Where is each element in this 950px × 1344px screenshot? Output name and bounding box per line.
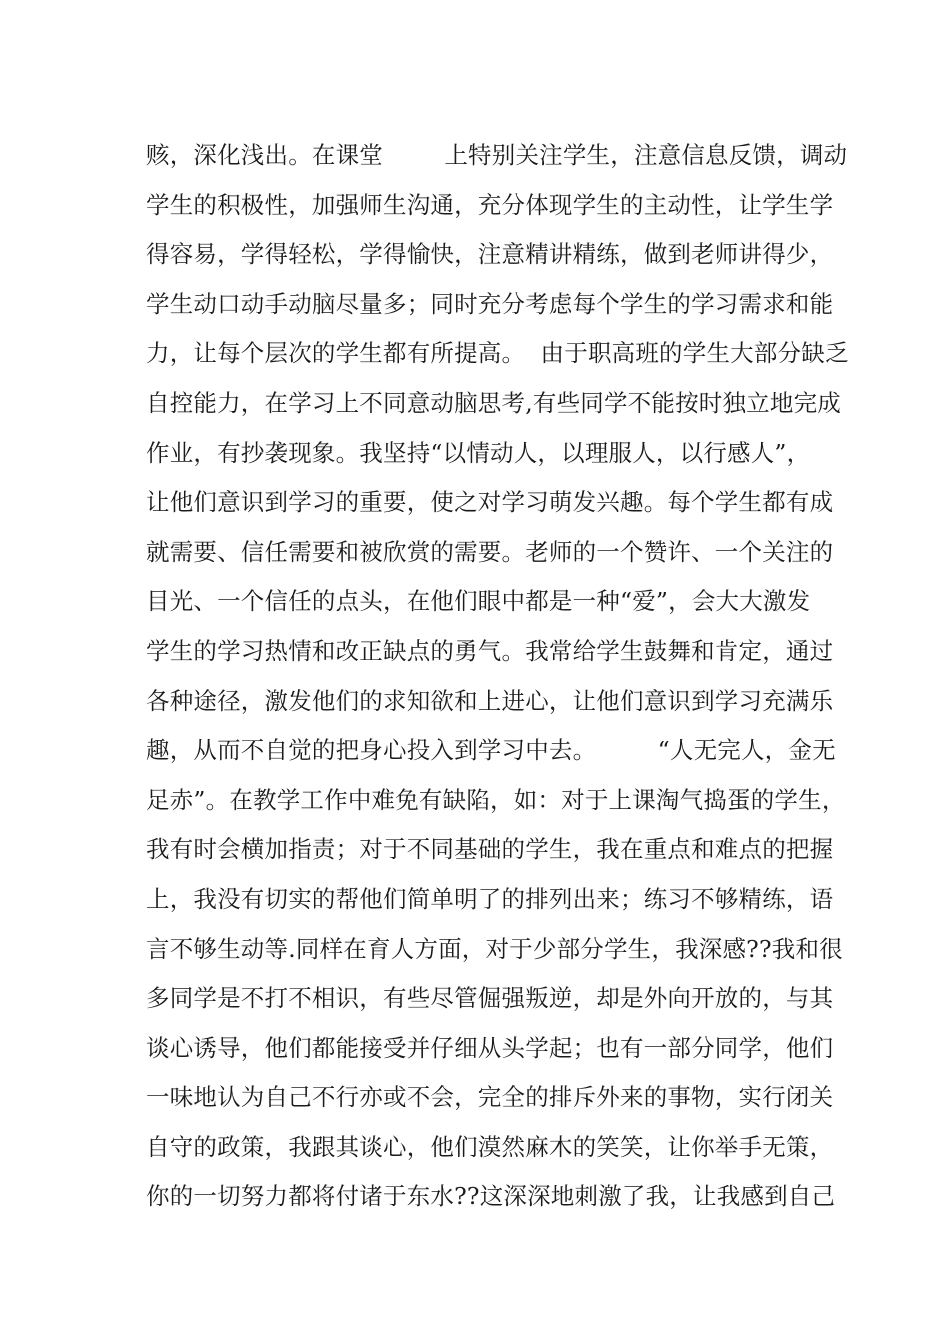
text-line: 就需要、信任需要和被欣赏的需要。老师的一个赞许、一个关注的	[146, 537, 834, 566]
text-line: 让他们意识到学习的重要，使之对学习萌发兴趣。每个学生都有成	[146, 488, 834, 517]
text-line: 学生的学习热情和改正缺点的勇气。我常给学生鼓舞和肯定，通过	[146, 636, 834, 665]
text-line: 自控能力，在学习上不同意动脑思考,有些同学不能按时独立地完成	[146, 388, 841, 417]
text-line: 一味地认为自己不行亦或不会，完全的排斥外来的事物，实行闭关	[146, 1083, 834, 1112]
text-line: 学生动口动手动脑尽量多；同时充分考虑每个学生的学习需求和能	[146, 289, 834, 318]
text-line: 作业，有抄袭现象。我坚持“以情动人，以理服人，以行感人”，	[146, 438, 811, 467]
text-line: 足赤”。在教学工作中难免有缺陷，如：对于上课淘气捣蛋的学生，	[146, 785, 846, 814]
text-line: 各种途径，激发他们的求知欲和上进心，让他们意识到学习充满乐	[146, 686, 834, 715]
text-line: 赅，深化浅出。在课堂 上特别关注学生，注意信息反馈，调动	[146, 141, 848, 169]
text-line: 多同学是不打不相识，有些尽管倔强叛逆，却是外向开放的，与其	[146, 984, 834, 1013]
text-line: 学生的积极性，加强师生沟通，充分体现学生的主动性，让学生学	[146, 190, 834, 219]
text-line: 力，让每个层次的学生都有所提高。 由于职高班的学生大部分缺乏	[146, 339, 849, 368]
body-text	[146, 131, 849, 1222]
text-line: 自守的政策，我跟其谈心，他们漠然麻木的笑笑，让你举手无策，	[146, 1132, 834, 1161]
text-line: 你的一切努力都将付诸于东水??这深深地刺激了我，让我感到自己	[146, 1182, 836, 1211]
text-line: 趣，从而不自觉的把身心投入到学习中去。 “人无完人，金无	[146, 736, 836, 765]
text-line: 言不够生动等.同样在育人方面，对于少部分学生，我深感??我和很	[146, 934, 843, 963]
text-line: 谈心诱导，他们都能接受并仔细从头学起；也有一部分同学，他们	[146, 1033, 834, 1062]
text-line: 得容易，学得轻松，学得愉快，注意精讲精练，做到老师讲得少，	[146, 240, 834, 269]
text-line: 目光、一个信任的点头，在他们眼中都是一种“爱”，会大大激发	[146, 587, 811, 616]
text-line: 上，我没有切实的帮他们简单明了的排列出来；练习不够精练，语	[146, 884, 834, 913]
text-line: 我有时会横加指责；对于不同基础的学生，我在重点和难点的把握	[146, 835, 834, 864]
